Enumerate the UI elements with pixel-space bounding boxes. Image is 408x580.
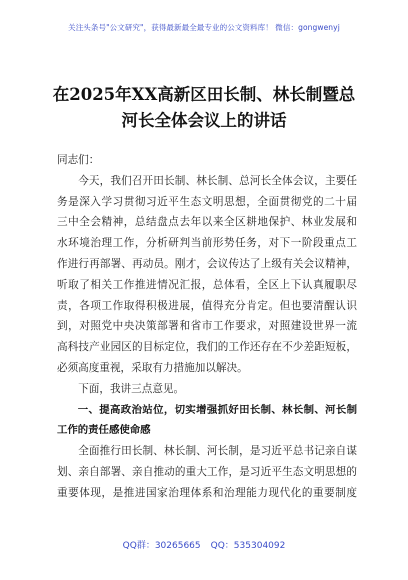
footer-contact — [0, 538, 408, 551]
title-line-1: 在2025年XX高新区田长制、林长制暨总 — [52, 85, 356, 104]
paragraph-line: 务是深入学习贯彻习近平生态文明思想，全面贯彻党的二十届 — [57, 195, 357, 208]
paragraph-line: 责，各项工作取得积极进展，值得充分肯定。但也要清醒认识 — [57, 299, 357, 312]
paragraph-line: 作进行再部署、再动员。刚才，会议传达了上级有关会议精神， — [57, 257, 357, 270]
paragraph-line: 今天，我们召开田长制、林长制、总河长全体会议，主要任 — [78, 174, 357, 187]
header-banner: 关注头条号"公文研究"，获得最新最全最专业的公文资料库！ 微信：gongwenyj — [68, 23, 340, 32]
paragraph-line: 高科技产业园区的目标定位，我们的工作还存在不少差距短板， — [57, 341, 357, 354]
paragraph-line: 必须高度重视，采取有力措施加以解决。 — [57, 361, 248, 374]
paragraph-line: 划、亲自部署、亲自推动的重大工作，是习近平生态文明思想的 — [57, 465, 357, 478]
paragraph-line: 水环境治理工作，分析研判当前形势任务，对下一阶段重点工 — [57, 237, 357, 250]
paragraph-1 — [57, 171, 357, 379]
paragraph-line: 到，对照党中央决策部署和省市工作要求，对照建设世界一流 — [57, 320, 357, 333]
paragraph-line: 三中全会精神，总结盘点去年以来全区耕地保护、林业发展和 — [57, 216, 357, 229]
paragraph-line: 全面推行田长制、林长制、河长制，是习近平总书记亲自谋 — [78, 445, 357, 458]
salutation: 同志们： — [57, 154, 100, 166]
section-heading-line: 工作的责任感使命感 — [57, 424, 151, 437]
paragraph-2: 下面，我讲三点意见。 — [78, 382, 185, 395]
section-heading-line: 一、提高政治站位，切实增强抓好田长制、林长制、河长制 — [77, 403, 357, 416]
footer-qq: QQ：535304092 — [210, 541, 286, 551]
footer-qq-group: QQ群：30265665 — [122, 541, 201, 551]
paragraph-3 — [57, 441, 357, 503]
document-title — [30, 82, 378, 134]
title-line-2: 河长全体会议上的讲话 — [121, 111, 287, 130]
document-body — [57, 150, 357, 504]
section-1-heading — [57, 400, 357, 442]
paragraph-line: 听取了相关工作推进情况汇报，总体看，全区上下认真履职尽 — [57, 278, 357, 291]
paragraph-line: 重要体现，是推进国家治理体系和治理能力现代化的重要制度 — [57, 486, 357, 499]
